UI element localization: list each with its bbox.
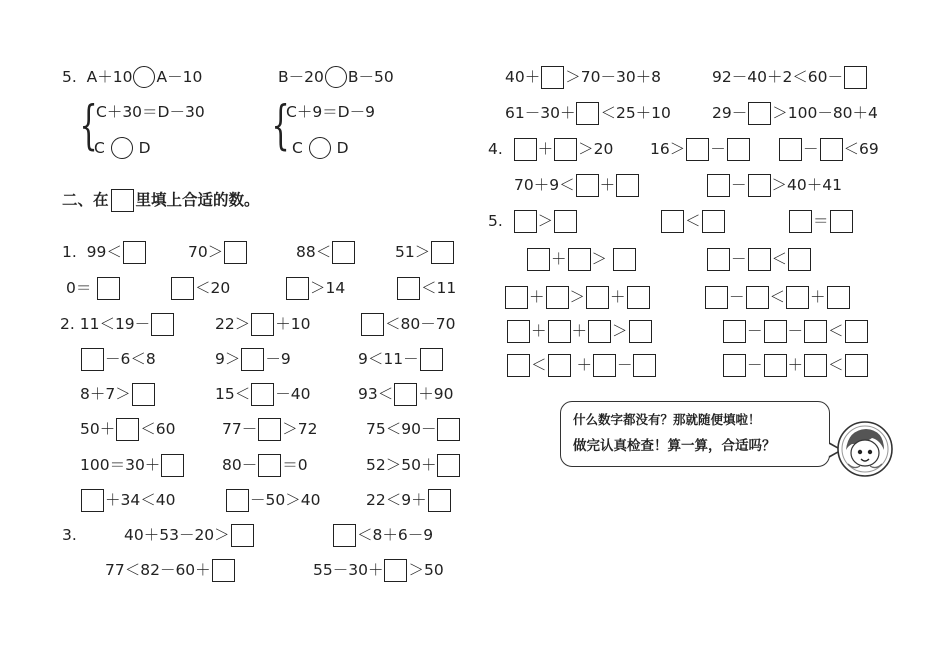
answer-box[interactable] <box>746 286 769 309</box>
girl-avatar-icon <box>836 420 894 478</box>
exercise-line <box>504 284 651 310</box>
expression-text: 40＋ <box>505 68 541 86</box>
left-brace: { <box>79 96 98 156</box>
expression-text: － <box>710 140 726 158</box>
expression-text: －6＜8 <box>105 350 156 368</box>
expression-text: － <box>731 250 747 268</box>
answer-box[interactable] <box>748 248 771 271</box>
expression-text: ＞70－30＋8 <box>565 68 662 86</box>
expression-text: ＜60 <box>140 420 176 438</box>
expression-text: ＞20 <box>578 140 614 158</box>
exercise-line <box>526 246 637 272</box>
expression-text: ＜ <box>828 356 844 374</box>
section-heading-suffix: 里填上合适的数。 <box>135 191 260 209</box>
answer-box[interactable] <box>748 102 771 125</box>
exercise-line <box>332 522 433 548</box>
expression-text: B－50 <box>347 68 394 86</box>
answer-box[interactable] <box>97 277 120 300</box>
exercise-line <box>704 284 851 310</box>
answer-box[interactable] <box>428 489 451 512</box>
answer-box[interactable] <box>661 210 684 233</box>
expression-text: ＜69 <box>843 140 879 158</box>
answer-box[interactable] <box>786 286 809 309</box>
exercise-line <box>80 381 156 407</box>
expression-text: ＞72 <box>282 420 318 438</box>
answer-box[interactable] <box>629 320 652 343</box>
answer-box[interactable] <box>437 418 460 441</box>
answer-box[interactable] <box>231 524 254 547</box>
answer-box[interactable] <box>251 383 274 406</box>
exercise-line <box>514 172 640 198</box>
expression-text: 40＋53－20＞ <box>124 526 230 544</box>
answer-box[interactable] <box>226 489 249 512</box>
expression-text: 29－ <box>712 104 748 122</box>
expression-text: ＜25＋10 <box>600 104 671 122</box>
expression-text: ＜ <box>771 250 788 268</box>
exercise-line <box>80 346 156 372</box>
answer-box[interactable] <box>830 210 853 233</box>
exercise-line <box>660 208 726 234</box>
exercise-line <box>62 64 202 90</box>
answer-box[interactable] <box>212 559 235 582</box>
exercise-line <box>395 239 455 265</box>
expression-text: 5. <box>62 68 77 86</box>
expression-text: 61－30＋ <box>505 104 576 122</box>
expression-text: ＞40＋41 <box>771 176 842 194</box>
expression-text: 0＝ <box>66 279 97 297</box>
expression-text: －50＞40 <box>250 491 321 509</box>
compare-circle[interactable] <box>325 66 347 88</box>
expression-text: 3. <box>62 526 77 544</box>
expression-text: ＞ <box>612 322 628 340</box>
exercise-line <box>80 487 175 513</box>
answer-box[interactable] <box>554 210 577 233</box>
answer-box[interactable] <box>845 354 868 377</box>
answer-box[interactable] <box>613 248 636 271</box>
answer-box[interactable] <box>224 241 247 264</box>
expression-text: － <box>803 140 819 158</box>
answer-box[interactable] <box>116 418 139 441</box>
expression-text: ＋10 <box>275 315 311 333</box>
expression-text: ＞14 <box>310 279 346 297</box>
expression-text: －40 <box>275 385 311 403</box>
expression-text: ＞ <box>591 250 612 268</box>
expression-text: 9＜11－ <box>358 350 419 368</box>
section-heading <box>62 187 260 213</box>
answer-box[interactable] <box>779 138 802 161</box>
speech-bubble <box>560 401 830 467</box>
exercise-line <box>94 135 151 161</box>
exercise-line <box>366 416 461 442</box>
answer-box[interactable] <box>633 354 656 377</box>
expression-text: ＞ <box>537 212 554 230</box>
left-brace: { <box>271 96 290 156</box>
exercise-line <box>285 275 345 301</box>
answer-box[interactable] <box>827 286 850 309</box>
expression-text: ＜80－70 <box>385 315 456 333</box>
answer-box[interactable] <box>748 174 771 197</box>
answer-box[interactable] <box>514 138 537 161</box>
answer-box[interactable] <box>576 102 599 125</box>
answer-box[interactable] <box>593 354 616 377</box>
answer-box[interactable] <box>507 320 530 343</box>
expression-text: ＝ <box>813 212 829 230</box>
expression-text: ＋ <box>537 140 554 158</box>
answer-box[interactable] <box>81 489 104 512</box>
exercise-line <box>124 522 255 548</box>
answer-box[interactable] <box>132 383 155 406</box>
exercise-line <box>358 381 453 407</box>
expression-text: D <box>331 139 349 157</box>
compare-circle[interactable] <box>309 137 331 159</box>
expression-text: 22＜9＋ <box>366 491 427 509</box>
exercise-line <box>488 136 613 162</box>
expression-text: 70＋9＜ <box>514 176 575 194</box>
expression-text: －9 <box>265 350 291 368</box>
expression-text: C <box>292 139 308 157</box>
exercise-line <box>222 416 317 442</box>
expression-text: C＋30＝D－30 <box>96 103 205 121</box>
answer-box[interactable] <box>554 138 577 161</box>
expression-text: 1. 99＜ <box>62 243 122 261</box>
answer-box[interactable] <box>804 320 827 343</box>
compare-circle[interactable] <box>111 137 133 159</box>
expression-text: 75＜90－ <box>366 420 437 438</box>
answer-box[interactable] <box>627 286 650 309</box>
exercise-line <box>286 99 375 125</box>
expression-text: ＋ <box>787 356 804 374</box>
expression-text: ＋ <box>529 288 545 306</box>
exercise-line <box>488 208 578 234</box>
compare-circle[interactable] <box>133 66 155 88</box>
answer-box[interactable] <box>437 454 460 477</box>
expression-text: 52＞50＋ <box>366 456 437 474</box>
expression-text: ＜8＋6－9 <box>357 526 434 544</box>
exercise-line <box>366 452 461 478</box>
expression-text: ＋ <box>571 356 592 374</box>
exercise-line <box>80 452 185 478</box>
answer-box[interactable] <box>361 313 384 336</box>
expression-text: － <box>747 356 763 374</box>
answer-box[interactable] <box>764 354 787 377</box>
exercise-line <box>215 346 291 372</box>
expression-text: 50＋ <box>80 420 116 438</box>
exercise-line <box>66 275 121 301</box>
expression-text: ＋ <box>531 322 547 340</box>
answer-box[interactable] <box>251 313 274 336</box>
exercise-line <box>712 100 878 126</box>
expression-text: 80－ <box>222 456 258 474</box>
exercise-line <box>62 239 147 265</box>
answer-box[interactable] <box>723 320 746 343</box>
exercise-line <box>80 416 175 442</box>
expression-text: 4. <box>488 140 513 158</box>
answer-box[interactable] <box>548 354 571 377</box>
expression-text: 2. 11＜19－ <box>60 315 151 333</box>
answer-box[interactable] <box>161 454 184 477</box>
exercise-line <box>188 239 248 265</box>
exercise-line <box>788 208 854 234</box>
expression-text: － <box>787 322 804 340</box>
expression-text: － <box>729 288 745 306</box>
expression-text: － <box>616 356 633 374</box>
answer-box[interactable] <box>788 248 811 271</box>
expression-text: A－10 <box>156 68 203 86</box>
expression-text: ＋ <box>551 250 567 268</box>
answer-box[interactable] <box>241 348 264 371</box>
exercise-line <box>62 522 77 548</box>
exercise-line <box>105 557 236 583</box>
answer-box[interactable] <box>151 313 174 336</box>
bubble-line-2: 做完认真检查！算一算，合适吗？ <box>573 438 776 454</box>
answer-box[interactable] <box>546 286 569 309</box>
expression-text: 8＋7＞ <box>80 385 131 403</box>
answer-box[interactable] <box>123 241 146 264</box>
answer-box[interactable] <box>332 241 355 264</box>
expression-text: 55－30＋ <box>313 561 384 579</box>
expression-text: 70＞ <box>188 243 224 261</box>
expression-text: ＞50 <box>408 561 444 579</box>
answer-box[interactable] <box>723 354 746 377</box>
exercise-line <box>505 64 661 90</box>
answer-box[interactable] <box>431 241 454 264</box>
answer-box[interactable] <box>764 320 787 343</box>
exercise-line <box>296 239 356 265</box>
answer-box[interactable] <box>171 277 194 300</box>
expression-text: 51＞ <box>395 243 431 261</box>
expression-text: － <box>731 176 747 194</box>
exercise-line <box>722 352 869 378</box>
answer-box[interactable] <box>286 277 309 300</box>
expression-text: 5. <box>488 212 513 230</box>
bubble-line-1: 什么数字都没有？那就随便填啦！ <box>573 412 761 427</box>
expression-text: ＋34＜40 <box>105 491 176 509</box>
expression-text: D <box>133 139 151 157</box>
answer-box[interactable] <box>576 174 599 197</box>
exercise-line <box>360 311 455 337</box>
expression-text: 15＜ <box>215 385 251 403</box>
exercise-line <box>292 135 349 161</box>
exercise-line <box>96 99 205 125</box>
exercise-line <box>278 64 394 90</box>
expression-text: 16＞ <box>650 140 686 158</box>
expression-text: 92－40＋2＜60－ <box>712 68 844 86</box>
answer-box[interactable] <box>586 286 609 309</box>
answer-box[interactable] <box>705 286 728 309</box>
expression-text: ＜ <box>769 288 786 306</box>
expression-text: 9＞ <box>215 350 241 368</box>
expression-text: ＋ <box>610 288 626 306</box>
expression-text: ＋ <box>810 288 826 306</box>
expression-text: ＋ <box>599 176 616 194</box>
answer-box[interactable] <box>845 320 868 343</box>
expression-text: ＋90 <box>418 385 454 403</box>
expression-text: C＋9＝D－9 <box>286 103 375 121</box>
answer-box[interactable] <box>505 286 528 309</box>
answer-box[interactable] <box>844 66 867 89</box>
exercise-line <box>706 246 812 272</box>
expression-text: 88＜ <box>296 243 332 261</box>
expression-text: ＞100－80＋4 <box>772 104 878 122</box>
expression-text: ＞ <box>569 288 586 306</box>
answer-box[interactable] <box>707 174 730 197</box>
expression-text: ＝0 <box>282 456 308 474</box>
answer-box[interactable] <box>394 383 417 406</box>
expression-text: 22＞ <box>215 315 251 333</box>
expression-text: ＜ <box>531 356 547 374</box>
answer-box[interactable] <box>81 348 104 371</box>
expression-text: B－20 <box>278 68 324 86</box>
exercise-line <box>313 557 444 583</box>
exercise-line <box>60 311 175 337</box>
expression-text: 93＜ <box>358 385 394 403</box>
answer-box[interactable] <box>548 320 571 343</box>
exercise-line <box>366 487 452 513</box>
exercise-line <box>215 311 310 337</box>
expression-text: ＜ <box>685 212 701 230</box>
exercise-line <box>506 318 653 344</box>
expression-text: C <box>94 139 110 157</box>
answer-box[interactable] <box>541 66 564 89</box>
exercise-line <box>215 381 310 407</box>
answer-box[interactable] <box>507 354 530 377</box>
exercise-line <box>225 487 320 513</box>
exercise-line <box>722 318 869 344</box>
answer-box[interactable] <box>804 354 827 377</box>
answer-box[interactable] <box>820 138 843 161</box>
answer-box[interactable] <box>384 559 407 582</box>
exercise-line <box>506 352 657 378</box>
expression-text: ＜11 <box>421 279 457 297</box>
section-heading-prefix: 二、在 <box>62 191 109 209</box>
exercise-line <box>712 64 868 90</box>
answer-box[interactable] <box>707 248 730 271</box>
exercise-line <box>706 172 842 198</box>
expression-text: ＜ <box>828 322 844 340</box>
exercise-line <box>396 275 456 301</box>
expression-text: 100＝30＋ <box>80 456 161 474</box>
answer-box[interactable] <box>727 138 750 161</box>
answer-box[interactable] <box>514 210 537 233</box>
answer-box[interactable] <box>789 210 812 233</box>
answer-box[interactable] <box>702 210 725 233</box>
answer-box[interactable] <box>588 320 611 343</box>
answer-box[interactable] <box>397 277 420 300</box>
expression-text: ＋ <box>571 322 588 340</box>
answer-box[interactable] <box>568 248 591 271</box>
exercise-line <box>222 452 308 478</box>
exercise-line <box>170 275 230 301</box>
answer-box[interactable] <box>527 248 550 271</box>
answer-box[interactable] <box>686 138 709 161</box>
expression-text: － <box>747 322 763 340</box>
answer-box[interactable] <box>333 524 356 547</box>
expression-text: ＜20 <box>195 279 231 297</box>
answer-box[interactable] <box>616 174 639 197</box>
expression-text: A＋10 <box>76 68 133 86</box>
exercise-line <box>778 136 879 162</box>
expression-text: 77－ <box>222 420 258 438</box>
exercise-line <box>650 136 751 162</box>
exercise-line <box>505 100 671 126</box>
heading-answer-box <box>111 189 134 212</box>
expression-text: 77＜82－60＋ <box>105 561 211 579</box>
answer-box[interactable] <box>258 454 281 477</box>
answer-box[interactable] <box>420 348 443 371</box>
exercise-line <box>358 346 444 372</box>
answer-box[interactable] <box>258 418 281 441</box>
